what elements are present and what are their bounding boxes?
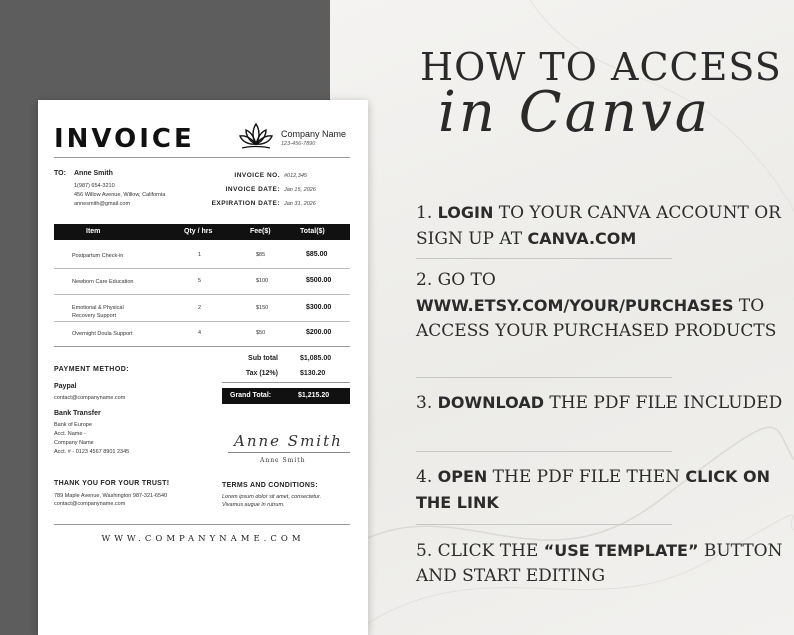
table-row-total: $300.00 — [306, 304, 332, 311]
step-divider — [416, 451, 672, 452]
client-name: Anne Smith — [74, 170, 113, 177]
tax-value: $130.20 — [300, 370, 326, 377]
step-text: BUTTON AND START EDITING — [416, 541, 783, 586]
company-email: contact@companyname.com — [54, 501, 126, 507]
table-row-item: Overnight Doula Support — [72, 331, 133, 337]
step-emphasis: CLICK ON THE LINK — [416, 467, 770, 512]
tax-label: Tax (12%) — [245, 370, 278, 377]
step-2 — [416, 268, 788, 344]
headline: HOW TO ACCESS — [420, 45, 782, 89]
invoice-date-label: INVOICE DATE: — [225, 186, 280, 193]
account-number: Acct. # - 0123 4567 8901 2345 — [54, 449, 130, 455]
expiration-date-value: Jan 31, 2026 — [284, 201, 316, 207]
step-divider — [416, 524, 672, 525]
table-row-fee: $85 — [256, 252, 266, 258]
script-subtitle: in Canva — [438, 80, 712, 145]
table-row-qty: 1 — [198, 252, 202, 258]
step-number: 3. — [416, 393, 438, 413]
step-text: TO ACCESS YOUR PURCHASED PRODUCTS — [416, 296, 777, 341]
column-header-total: Total($) — [300, 228, 325, 235]
grand-total-box — [222, 388, 350, 404]
step-number: 2. GO TO — [416, 270, 496, 290]
table-row-item: Newborn Care Education — [72, 279, 134, 285]
lotus-logo-icon — [238, 120, 274, 152]
client-address: 456 Willow Avenue, Willow, California — [74, 192, 166, 198]
column-header-fee: Fee($) — [250, 228, 271, 235]
paypal-email: contact@companyname.com — [54, 395, 126, 401]
step-number: 4. — [416, 467, 438, 487]
payment-method-title: PAYMENT METHOD: — [54, 366, 130, 373]
step-text: TO YOUR CANVA ACCOUNT OR SIGN UP AT — [416, 203, 781, 249]
signature: Anne Smith — [234, 432, 343, 450]
row-divider — [54, 294, 350, 295]
table-row-qty: 5 — [198, 278, 202, 284]
paypal-heading: Paypal — [54, 383, 77, 390]
step-emphasis: WWW.ETSY.COM/YOUR/PURCHASES — [416, 296, 734, 315]
expiration-date-label: EXPIRATION DATE: — [211, 200, 280, 207]
account-name: Company Name — [54, 440, 94, 446]
thank-you-heading: THANK YOU FOR YOUR TRUST! — [54, 480, 170, 487]
company-name: Company Name — [281, 129, 347, 139]
table-row-qty: 2 — [198, 305, 202, 311]
terms-heading: TERMS AND CONDITIONS: — [222, 482, 318, 489]
grand-total-label: Grand Total: — [230, 392, 272, 399]
step-emphasis: CANVA.COM — [527, 229, 637, 248]
table-row-total: $85.00 — [306, 251, 328, 258]
divider — [54, 157, 350, 158]
step-emphasis: OPEN — [437, 467, 488, 486]
table-row-item: Postpartum Check-in — [72, 253, 124, 259]
column-header-qty: Qty / hrs — [184, 228, 213, 235]
step-3 — [416, 390, 788, 416]
client-email: annesmith@gmail.com — [74, 201, 131, 207]
divider — [54, 346, 350, 347]
grand-total-value: $1,215.20 — [298, 392, 330, 399]
step-text: THE PDF FILE THEN — [487, 467, 686, 487]
column-header-item: Item — [86, 228, 101, 235]
step-1 — [416, 200, 788, 252]
bank-name: Bank of Europe — [54, 422, 92, 428]
table-row-qty: 4 — [198, 330, 202, 336]
step-4 — [416, 464, 788, 516]
step-number: 1. — [416, 203, 438, 223]
company-address: 789 Maple Avenue, Washington 987-321-6540 — [54, 493, 168, 499]
table-row-total: $500.00 — [306, 277, 332, 284]
table-row-total: $200.00 — [306, 329, 332, 336]
step-text: THE PDF FILE INCLUDED — [544, 393, 783, 413]
step-number: 5. CLICK THE — [416, 541, 544, 561]
table-row-fee: $50 — [256, 330, 266, 336]
bank-transfer-heading: Bank Transfer — [54, 410, 101, 417]
invoice-date-value: Jan 15, 2026 — [284, 187, 316, 193]
step-emphasis: DOWNLOAD — [437, 393, 545, 412]
subtotal-value: $1,085.00 — [300, 355, 332, 362]
table-header — [54, 224, 350, 240]
row-divider — [54, 321, 350, 322]
divider — [54, 524, 350, 525]
subtotal-label: Sub total — [248, 355, 278, 362]
step-divider — [416, 258, 672, 259]
row-divider — [54, 268, 350, 269]
client-phone: 1(987) 654-3210 — [74, 183, 115, 189]
table-row-fee: $100 — [256, 278, 269, 284]
step-emphasis: LOGIN — [437, 203, 494, 222]
table-row-item: Emotional & Physical Recovery Support — [72, 305, 124, 319]
invoice-title: INVOICE — [54, 124, 195, 154]
table-row-fee: $150 — [256, 305, 269, 311]
terms-line: Lorem ipsum dolor sit amet, consectetur. — [222, 494, 322, 500]
step-divider — [416, 377, 672, 378]
invoice-number-value: #012,345 — [284, 173, 307, 179]
company-website: WWW.COMPANYNAME.COM — [101, 534, 305, 544]
company-phone: 123-456-7890 — [281, 141, 316, 147]
invoice-number-label: INVOICE NO. — [234, 172, 280, 179]
invoice-sheet — [38, 100, 368, 635]
signature-line — [228, 452, 350, 453]
step-emphasis: “USE TEMPLATE” — [543, 541, 699, 560]
account-name-label: Acct. Name - — [54, 431, 86, 437]
to-label: TO: — [54, 170, 66, 177]
terms-line: Vivamus augue in rutrum. — [222, 502, 285, 508]
step-5 — [416, 538, 788, 589]
divider — [222, 382, 350, 383]
signer-name: Anne Smith — [260, 457, 306, 464]
